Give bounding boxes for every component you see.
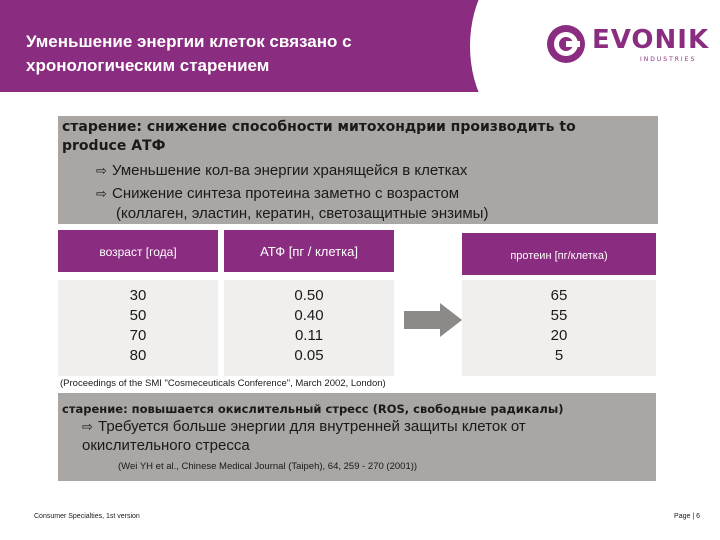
table-cell: 80 — [129, 347, 147, 364]
logo-subtitle: INDUSTRIES — [640, 56, 697, 63]
arrow-right-icon: ⇨ — [82, 419, 93, 434]
column-protein-values — [462, 280, 656, 376]
column-header-age — [58, 230, 218, 272]
evonik-logo — [546, 22, 710, 66]
footer-version: Consumer Specialties, 1st version — [34, 513, 140, 520]
table-cell: 20 — [550, 327, 568, 344]
block-arrow-icon — [404, 311, 440, 329]
bullet-energy — [96, 162, 467, 179]
table-cell: 30 — [129, 287, 147, 304]
table-cell: 5 — [554, 347, 564, 364]
oxidative-stress-panel — [58, 393, 656, 481]
column-header-protein — [462, 233, 656, 275]
arrow-right-icon: ⇨ — [96, 163, 107, 178]
evonik-logo-icon — [546, 24, 586, 64]
table-cell: 55 — [550, 307, 568, 324]
column-header-protein-label: протеин [пг/клетка) — [510, 250, 608, 262]
panel-lead-line1: старение: снижение способности митохондрии производить to — [62, 119, 576, 135]
page-number: Page | 6 — [674, 513, 700, 520]
column-atp-values — [224, 280, 394, 376]
title-curve — [470, 0, 580, 132]
column-header-age-label: возраст [года] — [99, 245, 177, 259]
panel-lead-line2: produce АТФ — [62, 138, 166, 154]
panel-lead — [62, 118, 652, 156]
bullet-protein — [96, 185, 459, 202]
table-cell: 70 — [129, 327, 147, 344]
table-cell: 65 — [550, 287, 568, 304]
reference-smi: (Proceedings of the SMI "Cosmeceuticals Conference", March 2002, London) — [60, 378, 386, 389]
bullet-defense-detail: окислительного стресса — [82, 437, 250, 454]
bullet-defense — [82, 418, 526, 435]
page-title-line2: хронологическим старением — [26, 56, 270, 75]
panel-lead: старение: повышается окислительный стресс (ROS, свободные радикалы) — [62, 402, 564, 416]
table-cell: 0.50 — [294, 287, 324, 304]
bullet-protein-text: Снижение синтеза протеина заметно с возрастом — [112, 185, 460, 202]
table-cell: 0.11 — [294, 327, 324, 344]
page-title — [26, 30, 456, 78]
block-arrow-head-icon — [440, 303, 462, 337]
bullet-energy-text: Уменьшение кол-ва энергии хранящейся в клетках — [112, 162, 468, 179]
reference-wei: (Wei YH et al., Chinese Medical Journal (Taipeh), 64, 259 - 270 (2001)) — [118, 461, 418, 472]
bullet-defense-text: Требуется больше энергии для внутренней защиты клеток от — [98, 418, 526, 435]
arrow-right-icon: ⇨ — [96, 186, 107, 201]
aging-energy-panel — [58, 116, 658, 224]
logo-name: EVONIK — [592, 25, 710, 55]
column-header-atp-label: АТФ [пг / клетка] — [260, 244, 358, 259]
bullet-protein-detail: (коллаген, эластин, кератин, светозащитные энзимы) — [116, 205, 489, 222]
header — [0, 0, 720, 92]
table-cell: 0.05 — [294, 347, 324, 364]
table-cell: 0.40 — [294, 307, 324, 324]
page-title-line1: Уменьшение энергии клеток связано с — [26, 32, 352, 51]
column-age-values — [58, 280, 218, 376]
table-cell: 50 — [129, 307, 147, 324]
column-header-atp — [224, 230, 394, 272]
